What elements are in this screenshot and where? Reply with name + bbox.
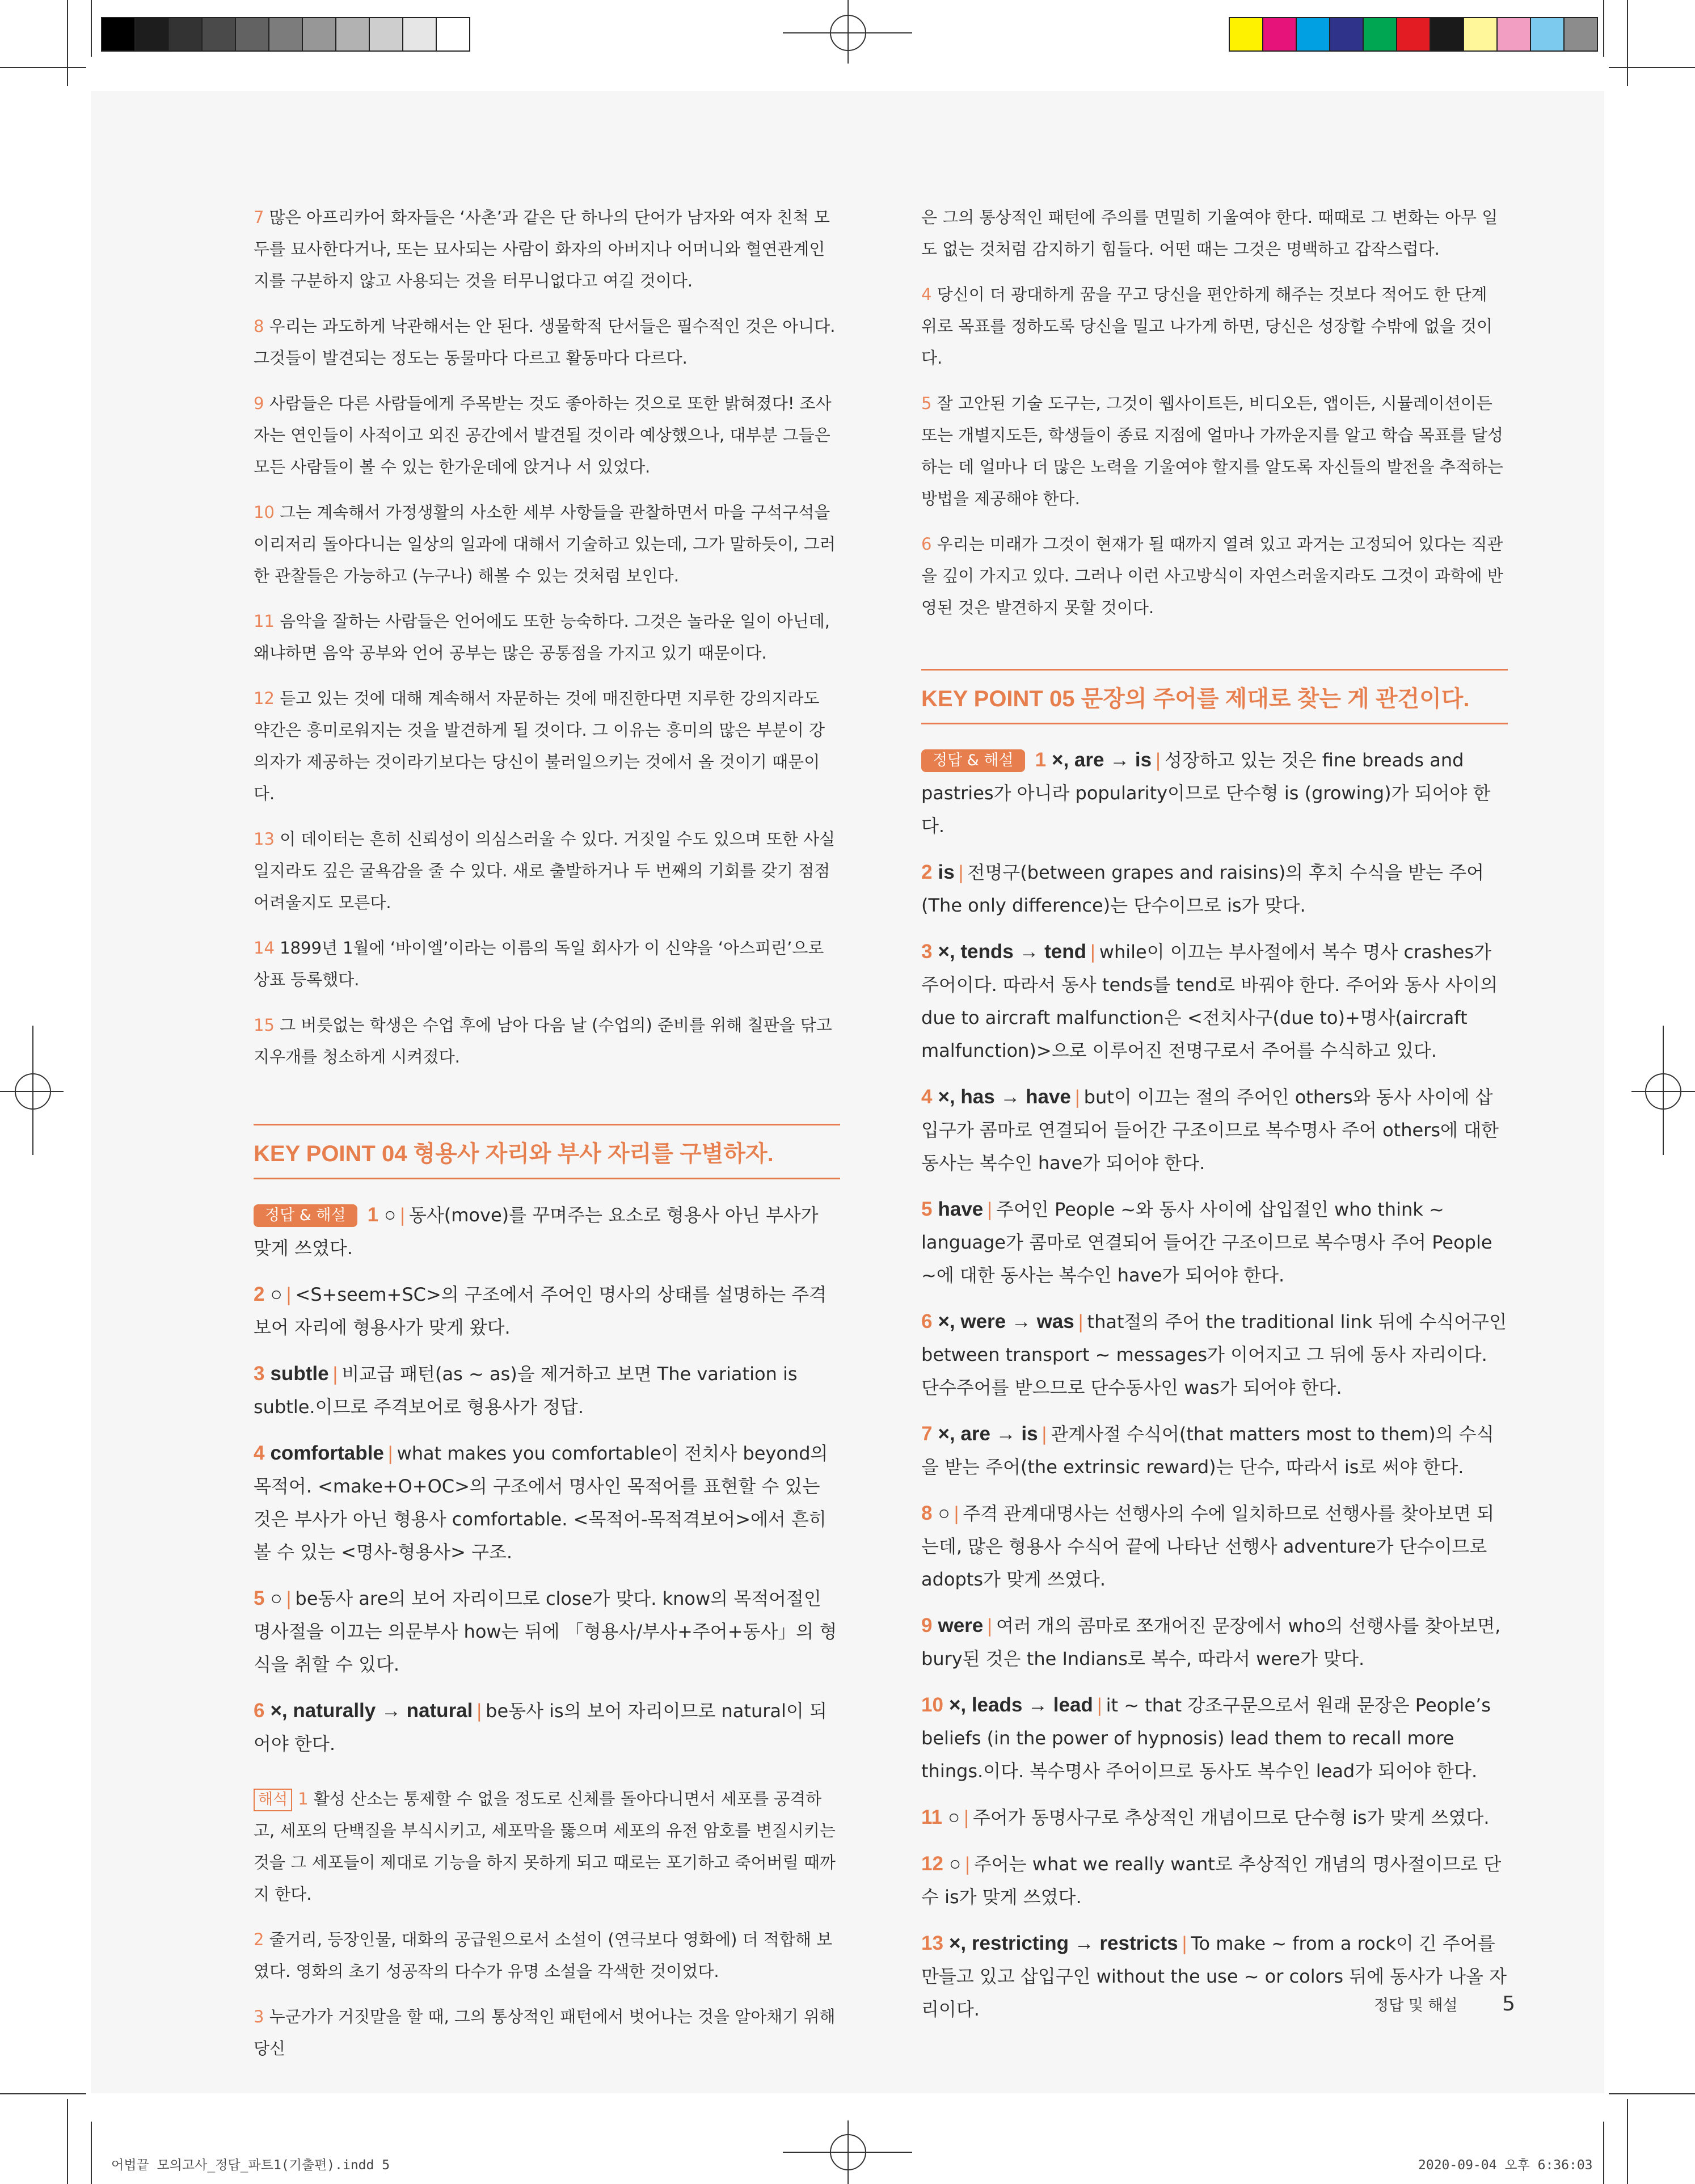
paragraph-number: 7 — [254, 208, 264, 227]
gray-swatch — [136, 18, 169, 50]
color-swatch — [1330, 18, 1364, 50]
answer-number: 2 — [921, 861, 933, 883]
gray-swatch — [336, 18, 370, 50]
paragraph-number: 2 — [254, 1930, 264, 1949]
color-calibration-bar — [1229, 17, 1598, 52]
answer-number: 3 — [254, 1363, 265, 1385]
answer-key: ×, naturally → natural — [270, 1700, 473, 1722]
left-column — [254, 201, 840, 2078]
answer-separator: | — [285, 1588, 292, 1609]
answer-badge: 정답 & 해설 — [921, 749, 1025, 772]
answer-explanation: 동사(move)를 꾸며주는 요소로 형용사 아닌 부사가 맞게 쓰였다. — [254, 1204, 819, 1259]
color-swatch — [1364, 18, 1397, 50]
answer-key: ○ — [270, 1587, 282, 1609]
paragraph-number: 13 — [254, 829, 275, 849]
answer-item — [921, 1497, 1508, 1596]
translation-paragraph — [254, 932, 840, 996]
answer-number: 6 — [921, 1310, 933, 1333]
answer-item — [254, 1357, 840, 1423]
key-point-05-section — [921, 669, 1508, 724]
answer-key: ○ — [384, 1204, 397, 1226]
translation-paragraph — [254, 605, 840, 669]
translation-paragraph — [921, 201, 1508, 265]
paragraph-text: 우리는 미래가 그것이 현재가 될 때까지 열려 있고 과거는 고정되어 있다는 직관을 깊이 가지고 있다. 그러나 이런 사고방식이 자연스러울지라도 그것이 과학에 반영된 것은 발견하지 못할 것이다. — [921, 534, 1503, 617]
color-swatch — [1464, 18, 1498, 50]
translation-paragraph — [254, 682, 840, 809]
answer-explanation: To make ~ from a rock이 긴 주어를 만들고 있고 삽입구인 without the use ~ or colors 뒤에 동사가 나올 자리이다. — [921, 1933, 1507, 2020]
answer-number: 10 — [921, 1694, 943, 1716]
answer-explanation: 관계사절 수식어(that matters most to them)의 수식을 받는 주어(the extrinsic reward)는 단수, 따라서 is로 써야 한다. — [921, 1423, 1494, 1478]
right-column — [921, 201, 1508, 2039]
answer-separator: | — [476, 1700, 483, 1722]
answer-explanation: 성장하고 있는 것은 fine breads and pastries가 아니라 popularity이므로 단수형 is (growing)가 되어야 한다. — [921, 749, 1491, 837]
answer-item — [921, 1305, 1508, 1404]
answer-explanation: be동사 are의 보어 자리이므로 close가 맞다. know의 목적어절인 명사절을 이끄는 의문부사 how는 뒤에 「형용사/부사+주어+동사」의 형식을 취할 수 있다. — [254, 1588, 837, 1675]
color-swatch — [1263, 18, 1297, 50]
answer-key: subtle — [270, 1363, 329, 1385]
answer-separator: | — [953, 1503, 960, 1524]
color-swatch — [1397, 18, 1431, 50]
left-translation-paragraphs — [254, 201, 840, 1073]
answer-separator: | — [285, 1284, 292, 1305]
answer-item — [921, 1609, 1508, 1675]
answer-key: comfortable — [270, 1442, 384, 1464]
gray-swatch — [370, 18, 403, 50]
translation-paragraph — [254, 823, 840, 918]
answer-item — [254, 1278, 840, 1344]
answer-explanation: 주어가 동명사구로 추상적인 개념이므로 단수형 is가 맞게 쓰였다. — [972, 1807, 1490, 1828]
paragraph-number: 14 — [254, 938, 275, 958]
key-point-05-answers — [921, 744, 1508, 2026]
translation-paragraph — [254, 201, 840, 297]
paragraph-text: 그는 계속해서 가정생활의 사소한 세부 사항들을 관찰하면서 마을 구석구석을 이리저리 돌아다니는 일상의 일과에 대해서 기술하고 있는데, 그가 말하듯이, 그러한 관찰들은 가능하고 (누구나) 해볼 수 있는 것처럼 보인다. — [254, 503, 836, 585]
key-point-05-heading: KEY POINT 05 문장의 주어를 제대로 찾는 게 관건이다. — [921, 669, 1508, 724]
answer-item — [921, 1081, 1508, 1179]
translation-paragraph — [254, 496, 840, 592]
page-number: 5 — [1502, 1992, 1516, 2016]
answer-number: 2 — [254, 1283, 265, 1305]
haeseok-paragraph — [254, 1924, 840, 1987]
paragraph-number: 5 — [921, 394, 932, 413]
answer-number: 5 — [921, 1198, 933, 1220]
paragraph-text: 사람들은 다른 사람들에게 주목받는 것도 좋아하는 것으로 또한 밝혀졌다! 조사자는 연인들이 사적이고 외진 공간에서 발견될 것이라 예상했으나, 대부분 그들은 모든 사람들이 볼 수 있는 한가운데에 앉거나 서 있었다. — [254, 394, 832, 477]
answer-separator: | — [387, 1443, 394, 1464]
key-point-04-heading: KEY POINT 04 형용사 자리와 부사 자리를 구별하자. — [254, 1124, 840, 1179]
gray-swatch — [437, 18, 469, 50]
paragraph-text: 은 그의 통상적인 패턴에 주의를 면밀히 기울여야 한다. 때때로 그 변화는 아무 일도 없는 것처럼 감지하기 힘들다. 어떤 때는 그것은 명백하고 갑작스럽다. — [921, 208, 1498, 259]
gray-swatch — [102, 18, 136, 50]
answer-separator: | — [1074, 1086, 1081, 1108]
answer-key: ○ — [270, 1283, 282, 1305]
paragraph-number: 3 — [254, 2007, 264, 2026]
answer-separator: | — [1041, 1423, 1048, 1445]
answer-explanation: 주어인 People ~와 동사 사이에 삽입절인 who think ~ language가 콤마로 연결되어 들어간 구조이므로 복수명사 주어 People ~에 대한 동사는 복수인 have가 되어야 한다. — [921, 1199, 1492, 1286]
paragraph-text: 그 버릇없는 학생은 수업 후에 남아 다음 날 (수업의) 준비를 위해 칠판을 닦고 지우개를 청소하게 시켜졌다. — [254, 1015, 832, 1066]
paragraph-text: 줄거리, 등장인물, 대화의 공급원으로서 소설이 (연극보다 영화에) 더 적합해 보였다. 영화의 초기 성공작의 다수가 유명 소설을 각색한 것이었다. — [254, 1930, 833, 1981]
answer-explanation: it ~ that 강조구문으로서 원래 문장은 People’s beliefs (in the power of hypnosis) lead them to recall more things.이다. 복수명사 주어이므로 동사도 복수인 lead가 되어야 한다. — [921, 1694, 1491, 1782]
right-translation-paragraphs — [921, 201, 1508, 623]
gray-swatch — [203, 18, 236, 50]
gray-swatch — [269, 18, 303, 50]
translation-paragraph — [921, 279, 1508, 374]
paragraph-number: 4 — [921, 285, 932, 304]
paragraph-number: 1 — [298, 1789, 309, 1808]
answer-separator: | — [1077, 1311, 1084, 1333]
color-swatch — [1230, 18, 1263, 50]
paragraph-text: 듣고 있는 것에 대해 계속해서 자문하는 것에 매진한다면 지루한 강의지라도 약간은 흥미로워지는 것을 발견하게 될 것이다. 그 이유는 흥미의 많은 부분이 강의자가 제공하는 것이라기보다는 당신이 불러일으키는 것에서 올 것이기 때문이다. — [254, 689, 825, 803]
answer-number: 1 — [1035, 749, 1047, 771]
answer-key: is — [938, 861, 955, 883]
paragraph-text: 많은 아프리카어 화자들은 ‘사촌’과 같은 단 하나의 단어가 남자와 여자 친척 모두를 묘사한다거나, 또는 묘사되는 사람이 화자의 아버지나 어머니와 혈연관계인지를 구분하지 않고 사용되는 것을 터무니없다고 여길 것이다. — [254, 208, 830, 290]
color-swatch — [1531, 18, 1565, 50]
gray-swatch — [403, 18, 437, 50]
answer-explanation: that절의 주어 the traditional link 뒤에 수식어구인 between transport ~ messages가 이어지고 그 뒤에 동사 자리이다. 단수주어를 받으므로 단수동사인 was가 되어야 한다. — [921, 1311, 1507, 1398]
answer-badge: 정답 & 해설 — [254, 1204, 357, 1227]
answer-item — [921, 744, 1508, 842]
answer-separator: | — [964, 1853, 971, 1875]
answer-explanation: 비교급 패턴(as ~ as)을 제거하고 보면 The variation is subtle.이므로 주격보어로 형용사가 정답. — [254, 1363, 798, 1418]
answer-item — [921, 1418, 1508, 1483]
answer-item — [921, 1689, 1508, 1787]
paragraph-number: 6 — [921, 534, 932, 554]
answer-item — [254, 1199, 840, 1264]
answer-item — [254, 1582, 840, 1681]
answer-key: ×, are → is — [1052, 749, 1152, 771]
answer-key: were — [938, 1614, 984, 1637]
answer-explanation: 여러 개의 콤마로 쪼개어진 문장에서 who의 선행사를 찾아보면, bury된 것은 the Indians로 복수, 따라서 were가 맞다. — [921, 1615, 1501, 1669]
color-swatch — [1297, 18, 1330, 50]
answer-separator: | — [1181, 1933, 1188, 1954]
answer-number: 9 — [921, 1614, 933, 1637]
translation-paragraph — [254, 1009, 840, 1073]
answer-separator: | — [963, 1807, 969, 1828]
answer-key: ○ — [938, 1502, 950, 1524]
paragraph-number: 10 — [254, 503, 275, 522]
paragraph-text: 누군가가 거짓말을 할 때, 그의 통상적인 패턴에서 벗어나는 것을 알아채기 위해 당신 — [254, 2007, 836, 2058]
key-point-04-section — [254, 1124, 840, 1179]
answer-key: ○ — [948, 1853, 962, 1875]
answer-key: have — [938, 1198, 984, 1220]
answer-explanation: <S+seem+SC>의 구조에서 주어인 명사의 상태를 설명하는 주격보어 자리에 형용사가 맞게 왔다. — [254, 1284, 827, 1338]
answer-number: 6 — [254, 1700, 265, 1722]
answer-number: 12 — [921, 1853, 943, 1875]
answer-item — [921, 856, 1508, 922]
paragraph-number: 12 — [254, 689, 275, 708]
answer-item — [921, 1193, 1508, 1292]
answer-explanation: 주격 관계대명사는 선행사의 수에 일치하므로 선행사를 찾아보면 되는데, 많은 형용사 수식어 끝에 나타난 선행사 adventure가 단수이므로 adopts가 맞게 쓰였다. — [921, 1503, 1495, 1590]
answer-explanation: what makes you comfortable이 전치사 beyond의 목적어. <make+O+OC>의 구조에서 명사인 목적어를 표현할 수 있는 것은 부사가 아닌 형용사 comfortable. <목적어-목적격보어>에서 흔히 볼 수 있는 <명사-형용사> 구조. — [254, 1443, 828, 1563]
answer-key: ×, were → was — [938, 1310, 1074, 1333]
answer-separator: | — [1096, 1694, 1103, 1716]
haeseok-label: 해석 — [254, 1789, 292, 1811]
answer-separator: | — [399, 1204, 406, 1226]
answer-number: 4 — [921, 1086, 933, 1108]
answer-key: ×, has → have — [938, 1086, 1071, 1108]
paragraph-number: 9 — [254, 394, 264, 413]
answer-number: 7 — [921, 1423, 933, 1445]
answer-key: ×, are → is — [938, 1423, 1038, 1445]
answer-item — [921, 935, 1508, 1067]
answer-number: 1 — [367, 1204, 379, 1226]
paragraph-text: 이 데이터는 흔히 신뢰성이 의심스러울 수 있다. 거짓일 수도 있으며 또한 사실일지라도 깊은 굴욕감을 줄 수 있다. 새로 출발하거나 두 번째의 기회를 갖기 점점 어려울지도 모른다. — [254, 829, 836, 912]
haeseok-section — [254, 1783, 840, 2064]
answer-number: 8 — [921, 1502, 933, 1524]
haeseok-paragraph — [254, 1783, 840, 1910]
answer-number: 4 — [254, 1442, 265, 1464]
answer-key: ×, restricting → restricts — [948, 1932, 1178, 1954]
color-swatch — [1565, 18, 1597, 50]
paragraph-text: 음악을 잘하는 사람들은 언어에도 또한 능숙하다. 그것은 놀라운 일이 아닌데, 왜냐하면 음악 공부와 언어 공부는 많은 공통점을 가지고 있기 때문이다. — [254, 612, 830, 663]
answer-separator: | — [958, 862, 964, 883]
footer-label: 정답 및 해설 — [1374, 1997, 1458, 2014]
answer-separator: | — [986, 1199, 993, 1220]
gray-swatch — [236, 18, 269, 50]
paragraph-text: 잘 고안된 기술 도구는, 그것이 웹사이트든, 비디오든, 앱이든, 시뮬레이션이든 또는 개별지도든, 학생들이 종료 지점에 얼마나 가까운지를 알고 학습 목표를 달성하는 데 얼마나 더 많은 노력을 기울여야 할지를 알도록 자신들의 발전을 추적하는 방법을 제공해야 한다. — [921, 394, 1503, 508]
answer-explanation: while이 이끄는 부사절에서 복수 명사 crashes가 주어이다. 따라서 동사 tends를 tend로 바꿔야 한다. 주어와 동사 사이의 due to aircraft malfunction은 <전치사구(due to)+명사(aircraft malfunction)>으로 이루어진 전명구로서 주어를 수식하고 있다. — [921, 941, 1498, 1061]
answer-explanation: but이 이끄는 절의 주어인 others와 동사 사이에 삽입구가 콤마로 연결되어 들어간 구조이므로 복수명사 주어 others에 대한 동사는 복수인 have가 되어야 한다. — [921, 1086, 1499, 1174]
answer-separator: | — [1090, 941, 1096, 963]
answer-separator: | — [986, 1615, 993, 1637]
paragraph-text: 당신이 더 광대하게 꿈을 꾸고 당신을 편안하게 해주는 것보다 적어도 한 단계 위로 목표를 정하도록 당신을 밀고 나가게 하면, 당신은 성장할 수밖에 없을 것이다. — [921, 285, 1493, 368]
paragraph-text: 활성 산소는 통제할 수 없을 정도로 신체를 돌아다니면서 세포를 공격하고, 세포의 단백질을 부식시키고, 세포막을 뚫으며 세포의 유전 암호를 변질시키는 것을 그 세포들이 제대로 기능을 하지 못하게 되고 때로는 포기하고 죽어버릴 때까지 한다. — [254, 1789, 836, 1904]
answer-key: ×, tends → tend — [938, 941, 1087, 963]
color-swatch — [1431, 18, 1464, 50]
answer-key: ×, leads → lead — [948, 1694, 1093, 1716]
gray-swatch — [303, 18, 336, 50]
translation-paragraph — [254, 387, 840, 483]
paragraph-number: 8 — [254, 317, 264, 336]
translation-paragraph — [921, 387, 1508, 515]
page-footer — [1374, 1992, 1515, 2016]
translation-paragraph — [921, 528, 1508, 623]
date-info: 2020-09-04 오후 6:36:03 — [1418, 2158, 1593, 2173]
translation-paragraph — [254, 310, 840, 374]
haeseok-paragraph — [254, 2001, 840, 2064]
paragraph-number: 15 — [254, 1015, 275, 1035]
answer-key: ○ — [948, 1806, 960, 1828]
file-info: 어법끝 모의고사_정답_파트1(기출편).indd 5 — [111, 2158, 390, 2173]
answer-number: 3 — [921, 941, 933, 963]
key-point-04-answers — [254, 1199, 840, 1760]
answer-explanation: 주어는 what we really want로 추상적인 개념의 명사절이므로 단수 is가 맞게 쓰였다. — [921, 1853, 1502, 1908]
paragraph-text: 1899년 1월에 ‘바이엘’이라는 이름의 독일 회사가 이 신약을 ‘아스피린’으로 상표 등록했다. — [254, 938, 824, 989]
answer-number: 11 — [921, 1806, 942, 1828]
answer-item — [254, 1437, 840, 1569]
paragraph-number: 11 — [254, 612, 275, 631]
answer-explanation: be동사 is의 보어 자리이므로 natural이 되어야 한다. — [254, 1700, 827, 1755]
answer-item — [921, 1848, 1508, 1913]
grayscale-calibration-bar — [101, 17, 470, 52]
answer-item — [921, 1801, 1508, 1834]
color-swatch — [1498, 18, 1531, 50]
answer-separator: | — [1155, 749, 1161, 771]
answer-number: 13 — [921, 1932, 943, 1954]
answer-separator: | — [332, 1363, 339, 1385]
answer-item — [254, 1694, 840, 1760]
paragraph-text: 우리는 과도하게 낙관해서는 안 된다. 생물학적 단서들은 필수적인 것은 아니다. 그것들이 발견되는 정도는 동물마다 다르고 활동마다 다르다. — [254, 317, 836, 368]
answer-number: 5 — [254, 1587, 265, 1609]
gray-swatch — [169, 18, 203, 50]
answer-explanation: 전명구(between grapes and raisins)의 후치 수식을 받는 주어(The only difference)는 단수이므로 is가 맞다. — [921, 862, 1484, 916]
